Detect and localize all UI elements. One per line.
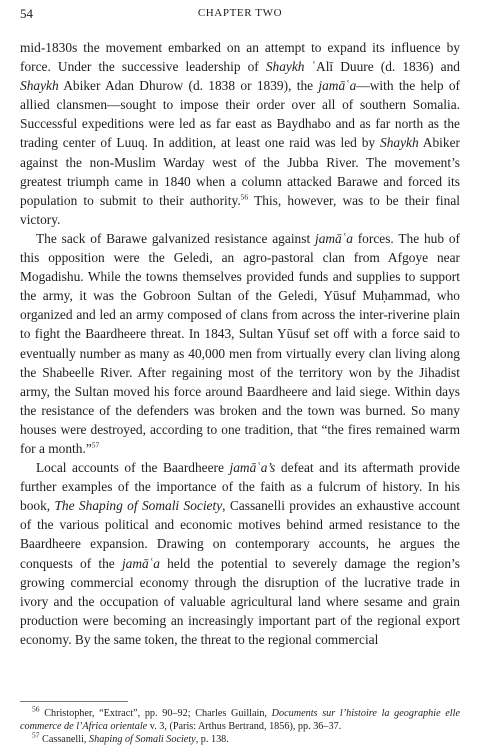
body-text bbox=[20, 38, 460, 649]
paragraph-2 bbox=[20, 229, 460, 458]
text-run: Abiker against the non-Muslim Warday west of the Jubba River. The movement’s greatest triumph came in 1840 when a column attacked Barawe and forced its population to submit to their authority. bbox=[20, 135, 460, 208]
footnote-56 bbox=[20, 704, 460, 733]
paragraph-1 bbox=[20, 38, 460, 229]
italic-term: Shaykh bbox=[380, 135, 419, 151]
footnote-ref-57[interactable]: 57 bbox=[91, 440, 100, 450]
text-run: forces. The hub of this opposition were the Geledi, an agro-pastoral clan from Afgoye near Mogadishu. While the towns themselves provided funds and supplies to support the army, it was the Gobroon Sultan of the Geledi, Yūsuf Muḥammad, who organized and led an army composed of clans from across the inter-riverine plain to fight the Baardheere threat. In 1843, Sultan Yūsuf set off with a force said to eventually number as many as 40,000 men from virtually every clan living along the Shabeelle River. After regaining most of the territory won by the Jihadist army, the Sultan moved his force around Baardheere and laid siege. Within days the resistance of the defenders was broken and the town was burned. So many houses were destroyed, according to one tradition, that “the fires remained warm for a month.” bbox=[20, 230, 460, 456]
footnote-number: 56 bbox=[32, 704, 40, 714]
text-run: This, however, was to be their final victory. bbox=[20, 192, 460, 227]
footnote-number: 57 bbox=[32, 730, 40, 740]
text-run: ʿAlī Duure (d. 1836) and bbox=[304, 59, 460, 75]
page-header bbox=[20, 6, 460, 24]
paragraph-3 bbox=[20, 458, 460, 649]
text-run: held the potential to severely damage the region’s growing commercial economy through the disruption of the lucrative trade in ivory and the occupation of valuable agricultural land where sesame and grain production were becoming an increasingly important part of the regional export economy. By the same token, the threat to the regional commercial bbox=[20, 555, 460, 647]
text-run: , p. 138. bbox=[195, 734, 229, 745]
italic-term: jamāʿa bbox=[318, 78, 357, 94]
text-run: , Cassanelli provides an exhaustive account of the various political and economic motives behind armed resistance to the Baardheere expansion. Drawing on contemporary accounts, he argues the conquests of the bbox=[20, 498, 460, 571]
text-run: Cassanelli, bbox=[39, 734, 90, 745]
text-run: —with the help of allied clansmen—sought to impose their order over all of southern Somalia. Successful expeditions were led as far east as Baydhabo and as far north as the trading center of Luuq. In addition, at least one raid was led by bbox=[20, 78, 461, 151]
text-run: Local accounts of the Baardheere bbox=[36, 460, 230, 476]
text-run: Christopher, “Extract”, pp. 90–92; Charles Guillain, bbox=[39, 708, 272, 719]
book-title: The Shaping of Somali Society bbox=[54, 498, 223, 514]
italic-term: Shaykh bbox=[265, 59, 305, 75]
footnotes bbox=[20, 704, 460, 746]
footnote-ref-56[interactable]: 56 bbox=[240, 192, 249, 202]
italic-term: Shaykh bbox=[20, 78, 59, 94]
text-run: mid-1830s the movement embarked on an attempt to expand its influence by force. Under the successive leadership of bbox=[20, 40, 460, 75]
footnote-rule bbox=[20, 701, 128, 702]
text-run: v. 3, (Paris: Arthus Bertrand, 1856), pp. 36–37. bbox=[147, 721, 342, 732]
cited-title: Documents sur l’histoire la geographie elle commerce de l’Africa orientale bbox=[20, 708, 460, 732]
italic-term: jamāʿa’s bbox=[229, 460, 276, 476]
text-run: The sack of Barawe galvanized resistance against bbox=[36, 230, 315, 246]
footnote-57 bbox=[20, 730, 460, 746]
text-run: defeat and its aftermath provide further examples of the importance of the faith as a fulcrum of history. In his book, bbox=[20, 460, 460, 514]
text-run: Abiker Adan Dhurow (d. 1838 or 1839), the bbox=[58, 78, 319, 94]
cited-title: Shaping of Somali Society bbox=[89, 734, 196, 745]
italic-term: jamāʿa bbox=[121, 555, 160, 571]
running-head: CHAPTER TWO bbox=[197, 7, 283, 19]
italic-term: jamāʿa bbox=[314, 230, 353, 246]
page-number: 54 bbox=[20, 6, 33, 21]
